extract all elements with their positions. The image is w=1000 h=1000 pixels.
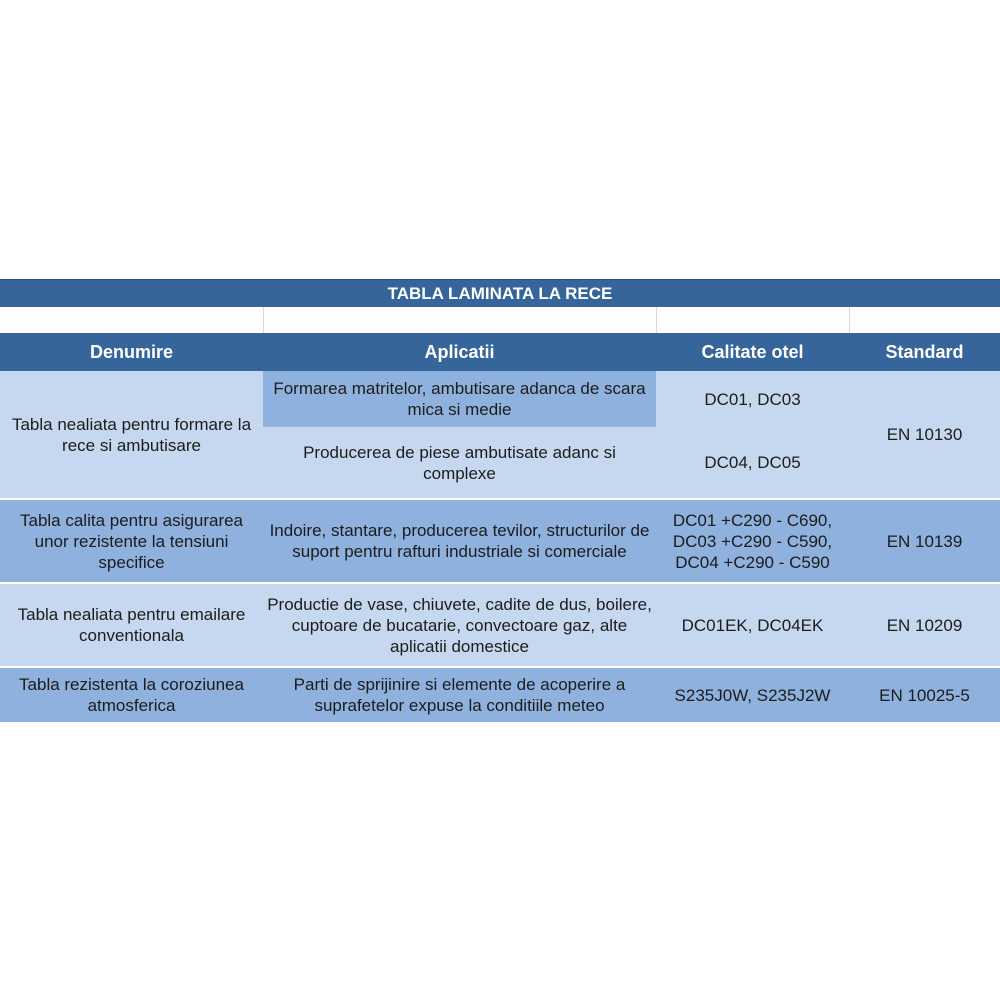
column-separator bbox=[263, 307, 264, 333]
row-4-calitate: S235J0W, S235J2W bbox=[656, 666, 849, 722]
spacer-row bbox=[0, 307, 1000, 334]
row-4-denumire: Tabla rezistenta la coroziunea atmosferica bbox=[0, 666, 263, 722]
row-4-aplicatii: Parti de sprijinire si elemente de acoperire a suprafetelor expuse la conditiile meteo bbox=[263, 666, 656, 722]
table-title: TABLA LAMINATA LA RECE bbox=[0, 279, 1000, 308]
row-2-standard: EN 10139 bbox=[849, 498, 1000, 582]
row-1-denumire: Tabla nealiata pentru formare la rece si ambutisare bbox=[0, 371, 263, 498]
column-separator bbox=[656, 307, 657, 333]
row-1a-aplicatii: Formarea matritelor, ambutisare adanca de scara mica si medie bbox=[263, 371, 656, 427]
row-1-standard: EN 10130 bbox=[849, 371, 1000, 498]
row-3-standard: EN 10209 bbox=[849, 582, 1000, 666]
header-aplicatii: Aplicatii bbox=[263, 333, 656, 371]
header-standard: Standard bbox=[849, 333, 1000, 371]
row-1b-aplicatii: Producerea de piese ambutisate adanc si complexe bbox=[263, 427, 656, 498]
row-2-calitate: DC01 +C290 - C690, DC03 +C290 - C590, DC04 +C290 - C590 bbox=[656, 498, 849, 582]
product-table bbox=[0, 333, 1000, 722]
header-denumire: Denumire bbox=[0, 333, 263, 371]
row-3-denumire: Tabla nealiata pentru emailare conventionala bbox=[0, 582, 263, 666]
header-calitate-otel: Calitate otel bbox=[656, 333, 849, 371]
column-separator bbox=[849, 307, 850, 333]
row-3-calitate: DC01EK, DC04EK bbox=[656, 582, 849, 666]
row-1a-calitate: DC01, DC03 bbox=[656, 371, 849, 427]
row-1b-calitate: DC04, DC05 bbox=[656, 427, 849, 498]
row-3-aplicatii: Productie de vase, chiuvete, cadite de dus, boilere, cuptoare de bucatarie, convectoare gaz, alte aplicatii domestice bbox=[263, 582, 656, 666]
row-2-denumire: Tabla calita pentru asigurarea unor rezistente la tensiuni specifice bbox=[0, 498, 263, 582]
row-2-aplicatii: Indoire, stantare, producerea tevilor, structurilor de suport pentru rafturi industriale si comerciale bbox=[263, 498, 656, 582]
row-4-standard: EN 10025-5 bbox=[849, 666, 1000, 722]
